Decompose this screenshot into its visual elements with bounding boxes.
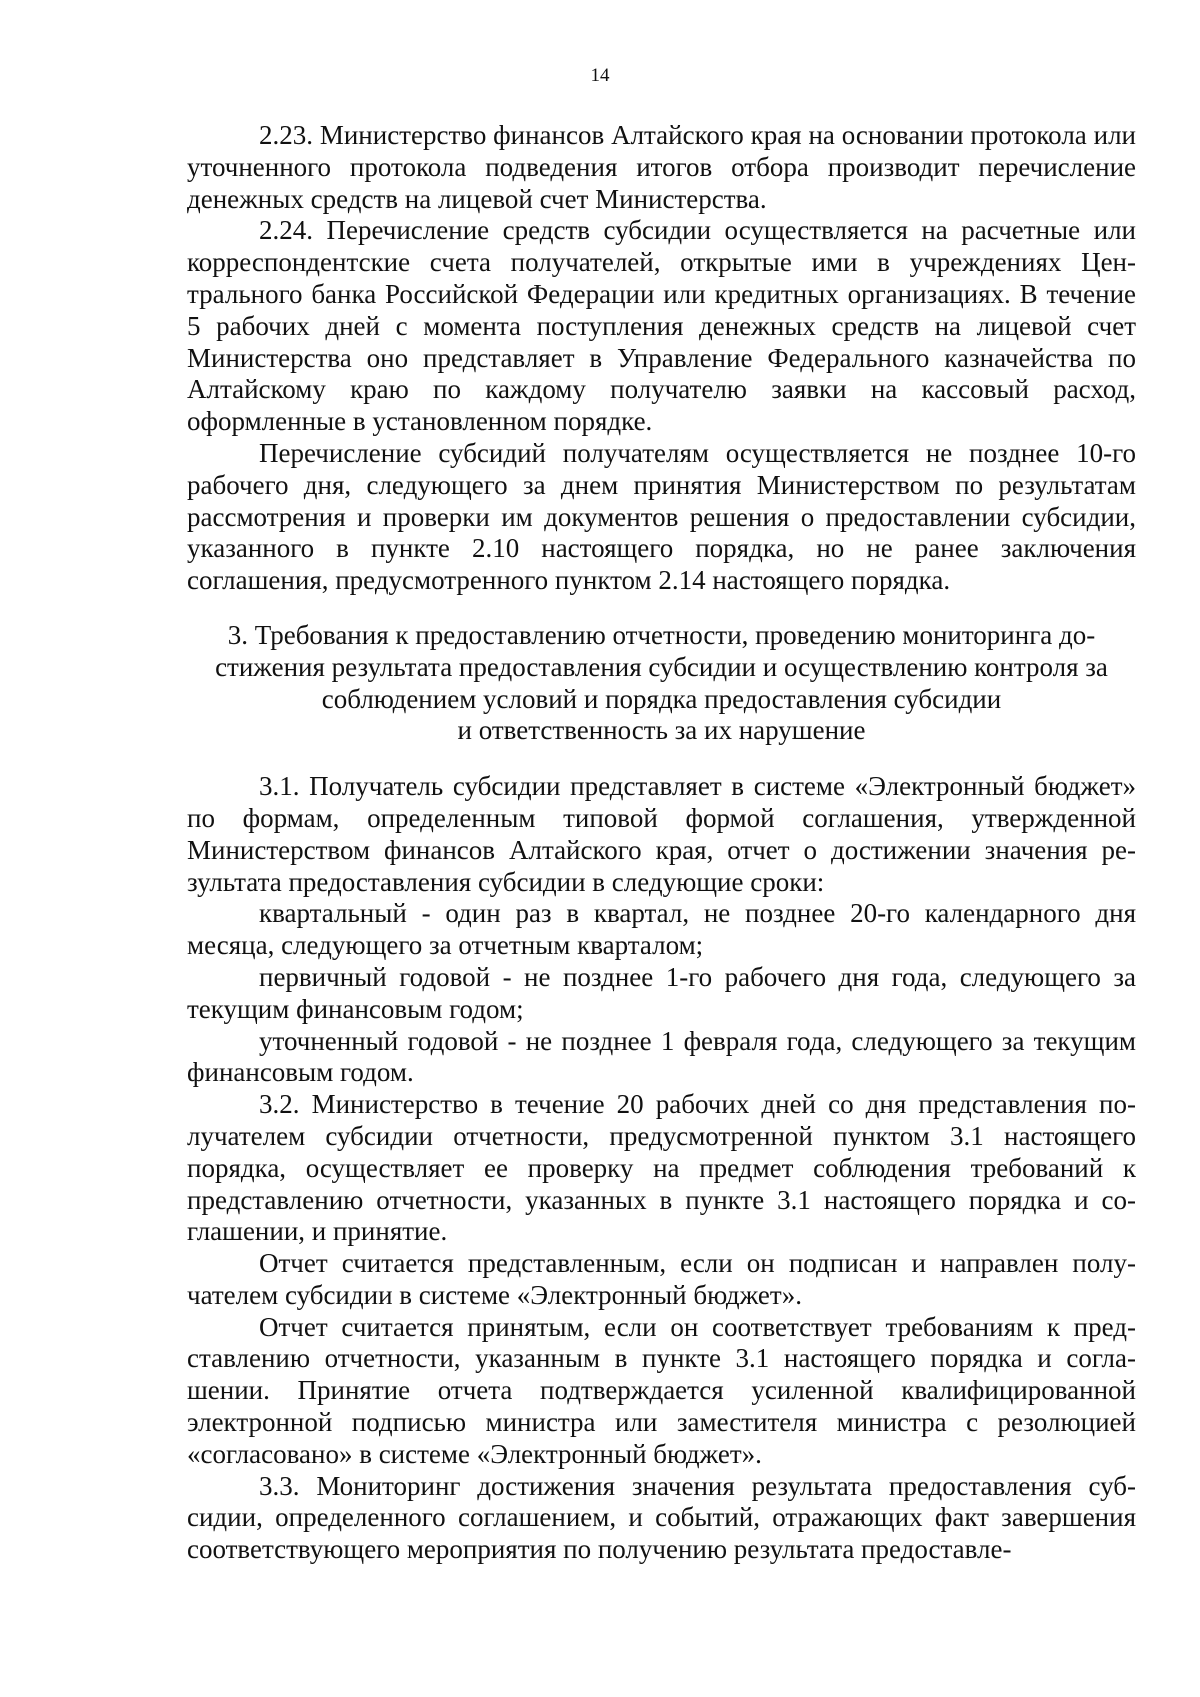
paragraph-quarterly-report: квартальный - один раз в квартал, не позднее 20-го календарного дня месяца, следующего за отчетным кварталом;	[187, 898, 1136, 961]
section-heading-line: стижения результата предоставления субсидии и осуществлению контроля за	[215, 651, 1108, 682]
paragraph-transfer-terms: Перечисление субсидий получателям осуществляется не позднее 10-го рабочего дня, следующего за днем принятия Министерством по результатам рассмотрения и проверки им документов решения о предоставлении субсидии, указанного в пункте 2.10 настоящего порядка, но не ранее заключения соглашения, предусмотренного пунктом 2.14 настоящего порядка.	[187, 437, 1136, 596]
paragraph-2-24: 2.24. Перечисление средств субсидии осуществляется на расчетные или корреспондентские счета получателей, открытые ими в учреждениях Центрального банка Российской Федерации или кредитных организациях. В течение 5 рабочих дней с момента поступления денежных средств на лицевой счет Министерства оно представляет в Управление Федерального казначейства по Алтайскому краю по каждому получателю заявки на кассовый расход, оформленные в установленном порядке.	[187, 215, 1136, 437]
paragraph-report-accepted: Отчет считается принятым, если он соответствует требованиям к представлению отчетности, указанным в пункте 3.1 настоящего порядка и соглашении. Принятие отчета подтверждается усиленной квалифицированной электронной подписью министра или заместителя министра с резолюцией «согласовано» в системе «Электронный бюджет».	[187, 1311, 1136, 1469]
paragraph-primary-annual-report: первичный годовой - не позднее 1-го рабочего дня года, следующего за текущим финансовым годом;	[187, 961, 1136, 1024]
section-heading-line: 3. Требования к предоставлению отчетности, проведению мониторинга до-	[227, 619, 1096, 650]
paragraph-3-1: 3.1. Получатель субсидии представляет в системе «Электронный бюджет» по формам, определенным типовой формой соглашения, утвержденной Министерством финансов Алтайского края, отчет о достижении значения результата предоставления субсидии в следующие сроки:	[187, 771, 1136, 897]
section-heading-line: и ответственность за их нарушение	[457, 715, 866, 746]
paragraph-2-23: 2.23. Министерство финансов Алтайского края на основании протокола или уточненного протокола подведения итогов отбора производит перечисление денежных средств на лицевой счет Министерства.	[187, 120, 1136, 214]
section-heading-line: соблюдением условий и порядка предоставления субсидии	[321, 683, 1002, 714]
paragraph-3-2: 3.2. Министерство в течение 20 рабочих дней со дня представления получателем субсидии отчетности, предусмотренной пунктом 3.1 настоящего порядка, осуществляет ее проверку на предмет соблюдения требований к представлению отчетности, указанных в пункте 3.1 настоящего порядка и соглашении, и принятие.	[187, 1089, 1136, 1247]
paragraph-3-3: 3.3. Мониторинг достижения значения результата предоставления субсидии, определенного соглашением, и событий, отражающих факт завершения соответствующего мероприятия по получению результата предоставле-	[187, 1470, 1136, 1565]
document-body	[187, 120, 1136, 1566]
page-number: 14	[590, 65, 610, 86]
paragraph-revised-annual-report: уточненный годовой - не позднее 1 февраля года, следующего за текущим финансовым годом.	[187, 1025, 1136, 1088]
section-3-heading	[187, 620, 1136, 747]
paragraph-report-submitted: Отчет считается представленным, если он подписан и направлен получателем субсидии в системе «Электронный бюджет».	[187, 1248, 1136, 1310]
